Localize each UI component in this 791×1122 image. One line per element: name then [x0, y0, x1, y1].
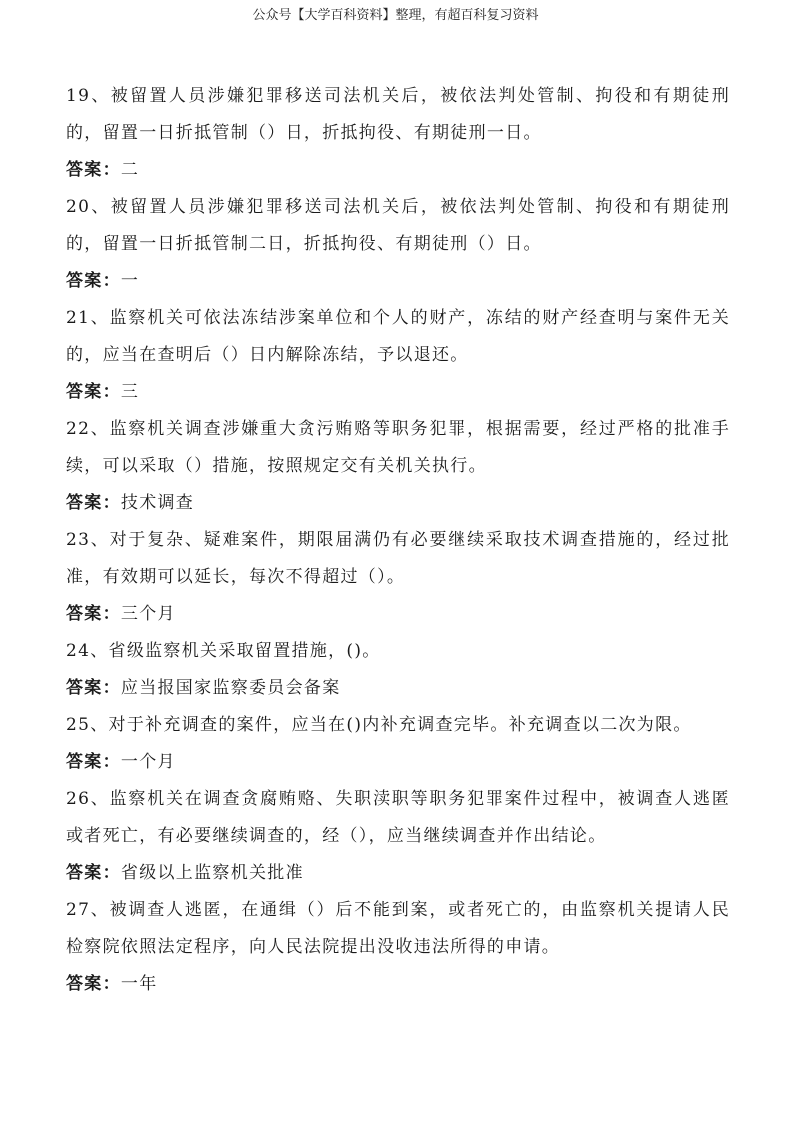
answer-text: 一个月 [120, 752, 176, 772]
question-text: 21、监察机关可依法冻结涉案单位和个人的财产，冻结的财产经查明与案件无关的，应当在查明后（）日内解除冻结，予以退还。 [66, 308, 730, 365]
question-text: 27、被调查人逃匿，在通缉（）后不能到案，或者死亡的，由监察机关提请人民检察院依照法定程序，向人民法院提出没收违法所得的申请。 [66, 900, 730, 957]
answer-text: 二 [120, 160, 140, 180]
question-text: 26、监察机关在调查贪腐贿赂、失职渎职等职务犯罪案件过程中，被调查人逃匿或者死亡，有必要继续调查的，经（），应当继续调查并作出结论。 [66, 789, 730, 846]
question-text: 24、省级监察机关采取留置措施，()。 [66, 641, 381, 661]
question-text: 19、被留置人员涉嫌犯罪移送司法机关后，被依法判处管制、拘役和有期徒刑的，留置一日折抵管制（）日，折抵拘役、有期徒刑一日。 [66, 86, 730, 143]
question-list [66, 78, 730, 1003]
answer-label: 答案： [66, 863, 121, 883]
answer-label: 答案： [66, 271, 121, 291]
question-text: 25、对于补充调查的案件，应当在()内补充调查完毕。补充调查以二次为限。 [66, 715, 692, 735]
answer-line [66, 744, 730, 781]
answer-line [66, 596, 730, 633]
question-text: 22、监察机关调查涉嫌重大贪污贿赂等职务犯罪，根据需要，经过严格的批准手续，可以采取（）措施，按照规定交有关机关执行。 [66, 419, 730, 476]
answer-label: 答案： [66, 493, 121, 513]
question-text: 20、被留置人员涉嫌犯罪移送司法机关后，被依法判处管制、拘役和有期徒刑的，留置一日折抵管制二日，折抵拘役、有期徒刑（）日。 [66, 197, 730, 254]
question-text: 23、对于复杂、疑难案件，期限届满仍有必要继续采取技术调查措施的，经过批准，有效期可以延长，每次不得超过（）。 [66, 530, 730, 587]
answer-line [66, 374, 730, 411]
answer-text: 一 [120, 271, 140, 291]
answer-line [66, 670, 730, 707]
answer-label: 答案： [66, 974, 121, 994]
answer-text: 技术调查 [120, 493, 195, 513]
answer-line [66, 485, 730, 522]
answer-text: 三 [120, 382, 140, 402]
answer-line [66, 855, 730, 892]
answer-line [66, 966, 730, 1003]
answer-label: 答案： [66, 604, 121, 624]
answer-text: 一年 [120, 974, 158, 994]
answer-text: 应当报国家监察委员会备案 [120, 678, 341, 698]
answer-line [66, 152, 730, 189]
answer-line [66, 263, 730, 300]
answer-text: 三个月 [120, 604, 176, 624]
answer-label: 答案： [66, 752, 121, 772]
answer-label: 答案： [66, 382, 121, 402]
answer-text: 省级以上监察机关批准 [120, 863, 304, 883]
answer-label: 答案： [66, 678, 121, 698]
page-header: 公众号【大学百科资料】整理，有超百科复习资料 [252, 8, 539, 23]
answer-label: 答案： [66, 160, 121, 180]
